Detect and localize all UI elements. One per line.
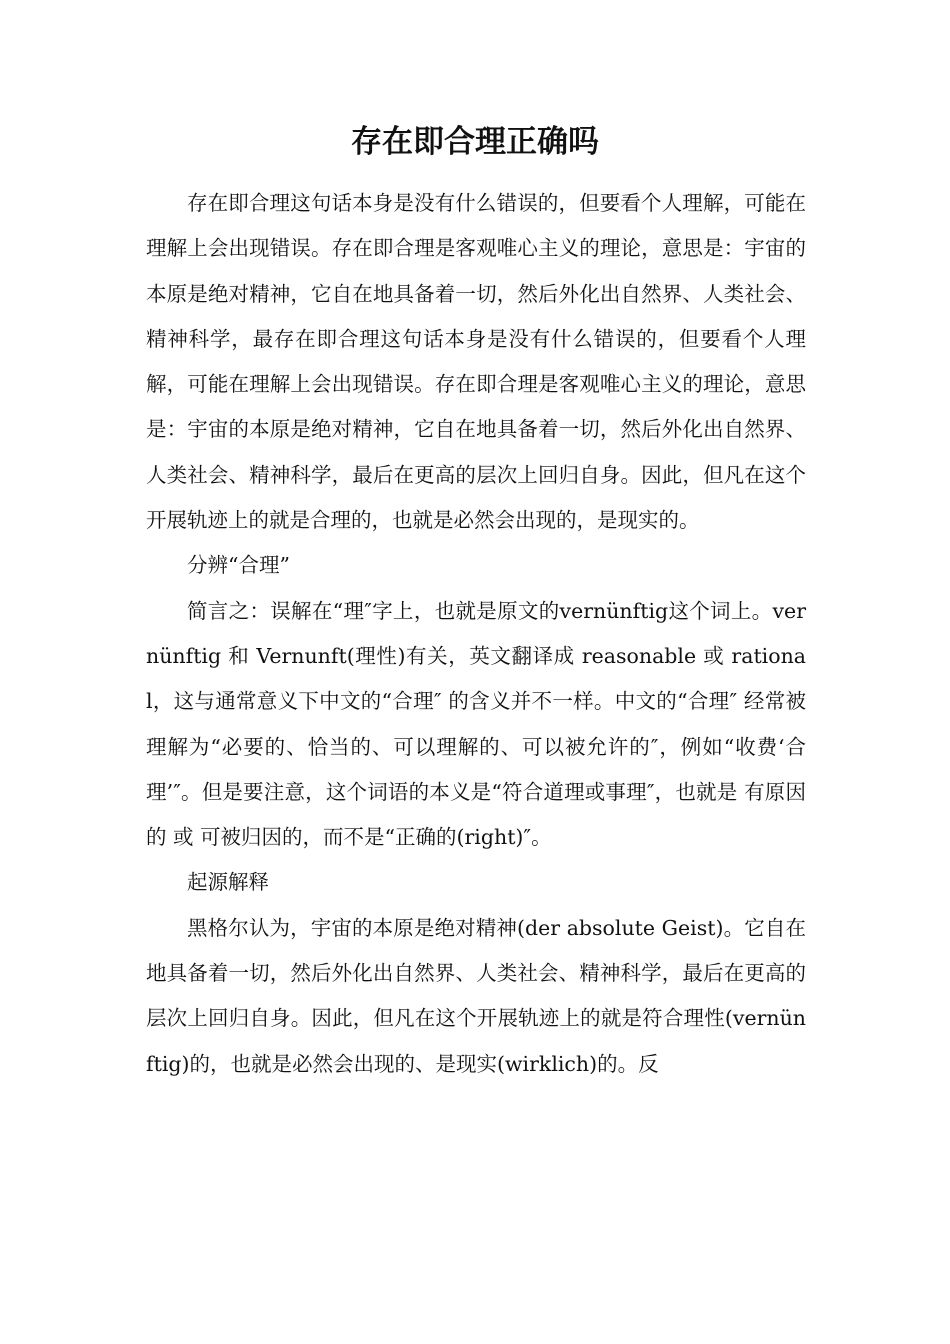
document-body bbox=[146, 181, 806, 1087]
document-title: 存在即合理正确吗 bbox=[351, 124, 599, 160]
paragraph-origin: 黑格尔认为，宇宙的本原是绝对精神(der absolute Geist)。它自在地具备着一切，然后外化出自然界、人类社会、精神科学，最后在更高的层次上回归自身。因此，但凡在这个开展轨迹上的就是符合理性(vernünftig)的，也就是必然会出现的、是现实(wirklich)的。反 bbox=[146, 915, 806, 1076]
section-heading-distinguish: 分辨“合理” bbox=[187, 553, 290, 578]
paragraph-distinguish: 简言之：误解在“理″字上，也就是原文的vernünftig这个词上。vernünftig 和 Vernunft(理性)有关，英文翻译成 reasonable 或 rational，这与通常意义下中文的“合理″ 的含义并不一样。中文的“合理″ 经常被理解为“必要的、恰当的、可以理解的、可以被允许的″，例如“收费‘合理’″。但是要注意，这个词语的本义是“符合道理或事理″，也就是 有原因的 或 可被归因的，而不是“正确的(right)″。 bbox=[146, 598, 806, 850]
paragraph-intro: 存在即合理这句话本身是没有什么错误的，但要看个人理解，可能在理解上会出现错误。存在即合理是客观唯心主义的理论，意思是：宇宙的本原是绝对精神，它自在地具备着一切，然后外化出自然界、人类社会、精神科学，最存在即合理这句话本身是没有什么错误的，但要看个人理解，可能在理解上会出现错误。存在即合理是客观唯心主义的理论，意思是：宇宙的本原是绝对精神，它自在地具备着一切，然后外化出自然界、人类社会、精神科学，最后在更高的层次上回归自身。因此，但凡在这个开展轨迹上的就是合理的，也就是必然会出现的，是现实的。 bbox=[146, 191, 806, 533]
section-heading-origin: 起源解释 bbox=[187, 870, 269, 895]
